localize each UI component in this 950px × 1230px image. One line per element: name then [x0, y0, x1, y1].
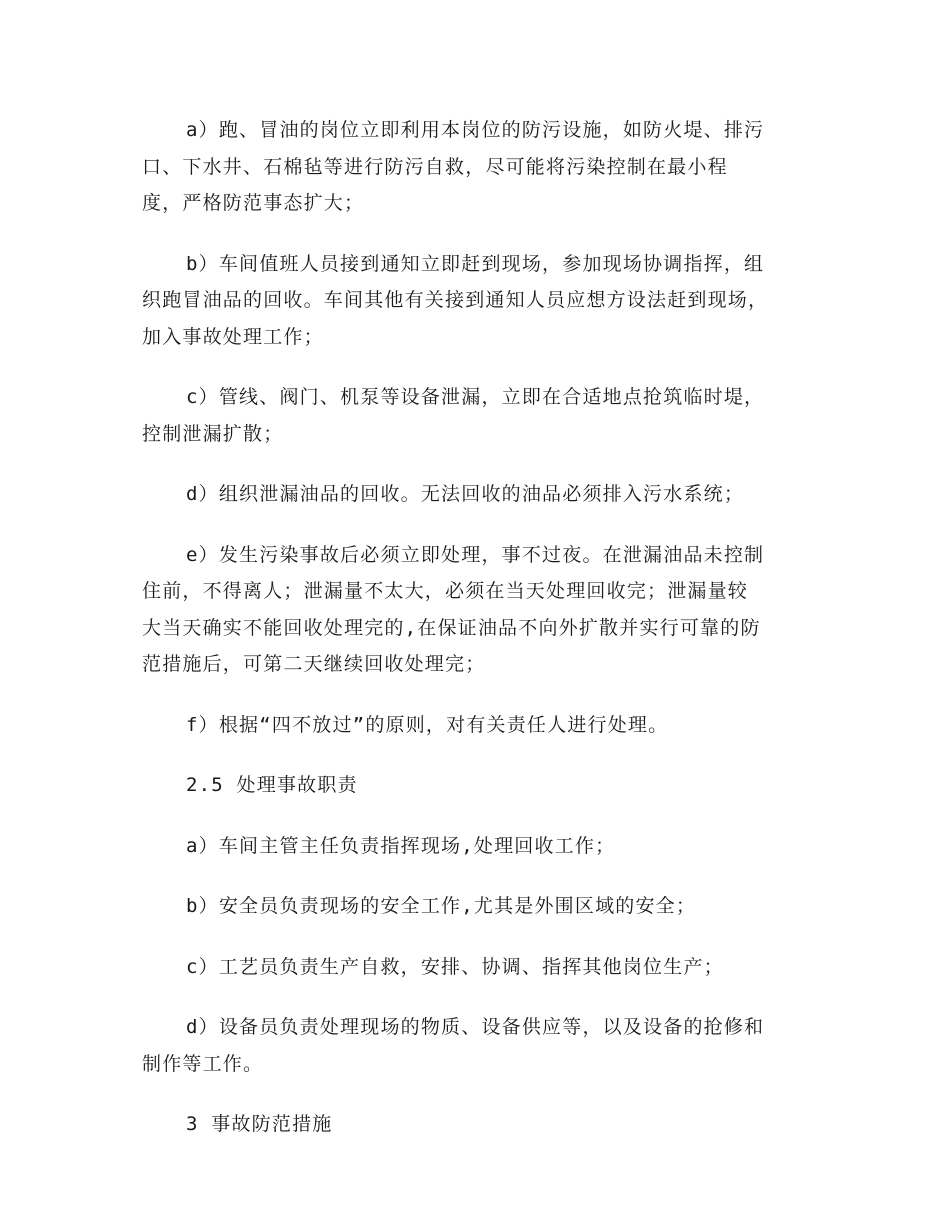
paragraph-line: 大当天确实不能回收处理完的,在保证油品不向外扩散并实行可靠的防 [142, 616, 761, 639]
paragraph-line: d）设备员负责处理现场的物质、设备供应等，以及设备的抢修和 [186, 1016, 765, 1038]
paragraph-line: 织跑冒油品的回收。车间其他有关接到通知人员应想方设法赶到现场， [142, 289, 769, 311]
paragraph-line: 住前，不得离人；泄漏量不太大，必须在当天处理回收完；泄漏量较 [142, 580, 749, 602]
paragraph-line: a）跑、冒油的岗位立即利用本岗位的防污设施，如防火堤、排污 [186, 119, 765, 141]
paragraph-line: d）组织泄漏油品的回收。无法回收的油品必须排入污水系统； [186, 483, 745, 505]
document-paragraph [142, 949, 806, 986]
paragraph-line: f）根据“四不放过”的原则，对有关责任人进行处理。 [186, 713, 669, 736]
paragraph-line: 2.5 处理事故职责 [186, 774, 358, 796]
paragraph-line: e）发生污染事故后必须立即处理，事不过夜。在泄漏油品未控制 [186, 543, 765, 566]
document-paragraph [142, 379, 806, 452]
document-paragraph [142, 112, 806, 222]
document-paragraph [142, 246, 806, 356]
document-paragraph [142, 476, 806, 513]
paragraph-line: 口、下水井、石棉毡等进行防污自救，尽可能将污染控制在最小程 [142, 155, 728, 178]
paragraph-line: 控制泄漏扩散； [142, 422, 284, 445]
document-paragraph [142, 1009, 806, 1082]
paragraph-line: c）工艺员负责生产自救，安排、协调、指挥其他岗位生产； [186, 955, 724, 978]
paragraph-line: 制作等工作。 [142, 1052, 264, 1075]
document-paragraph [142, 888, 806, 925]
document-paragraph [142, 767, 806, 804]
paragraph-line: 加入事故处理工作； [142, 325, 324, 348]
document-paragraph [142, 828, 806, 865]
paragraph-line: a）车间主管主任负责指挥现场,处理回收工作； [186, 834, 616, 857]
document-paragraph [142, 537, 806, 683]
paragraph-line: 范措施后，可第二天继续回收处理完； [142, 653, 486, 675]
document-paragraph [142, 1106, 806, 1143]
document-body [142, 112, 806, 1167]
paragraph-line: c）管线、阀门、机泵等设备泄漏，立即在合适地点抢筑临时堤， [186, 386, 765, 408]
paragraph-line: b）安全员负责现场的安全工作,尤其是外围区域的安全； [186, 895, 697, 917]
document-paragraph [142, 707, 806, 744]
paragraph-line: 3 事故防范措施 [186, 1113, 333, 1135]
paragraph-line: b）车间值班人员接到通知立即赶到现场，参加现场协调指挥，组 [186, 252, 765, 275]
paragraph-line: 度，严格防范事态扩大； [142, 192, 365, 214]
